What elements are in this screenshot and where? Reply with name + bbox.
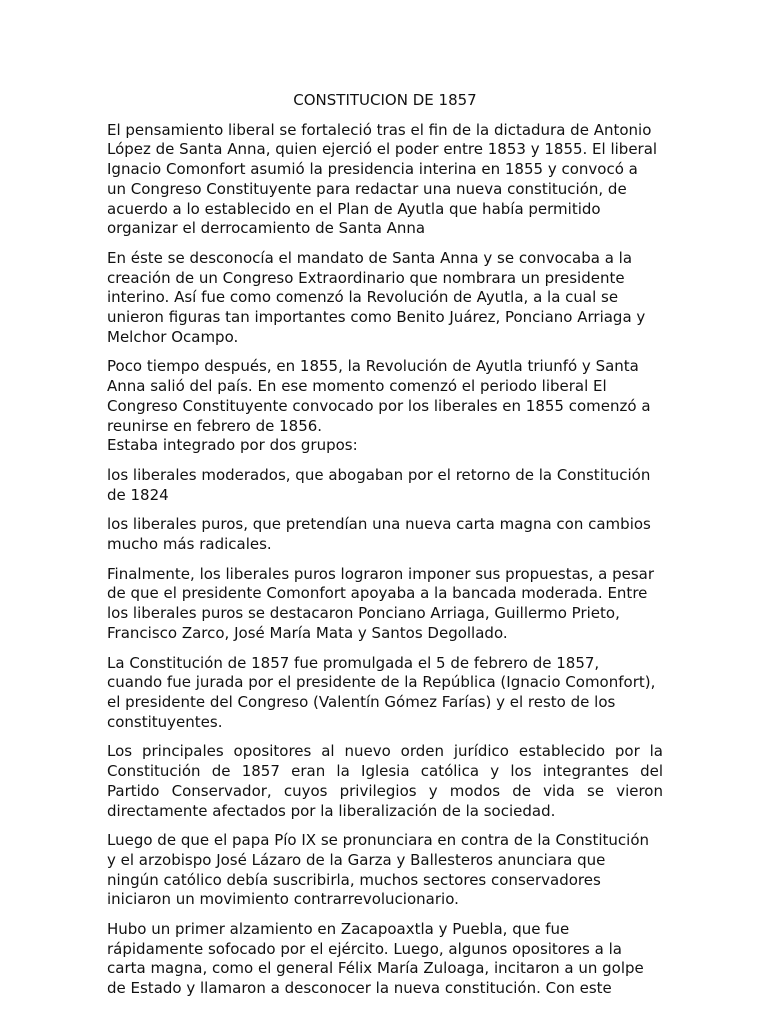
document-body: [107, 121, 663, 999]
text-line: rápidamente sofocado por el ejército. Luego, algunos opositores a la: [107, 939, 622, 958]
document-page: [107, 91, 663, 1009]
paragraph: [107, 565, 663, 644]
paragraph: [107, 742, 663, 821]
text-line: de que el presidente Comonfort apoyaba a la bancada moderada. Entre: [107, 584, 648, 603]
text-line: Finalmente, los liberales puros lograron imponer sus propuestas, a pesar: [107, 564, 655, 583]
text-line: iniciaron un movimiento contrarrevolucionario.: [107, 890, 459, 909]
text-line: Anna salió del país. En ese momento comenzó el periodo liberal El: [107, 377, 607, 396]
paragraph: [107, 920, 663, 999]
text-line: el presidente del Congreso (Valentín Gómez Farías) y el resto de los: [107, 692, 616, 711]
text-line: El pensamiento liberal se fortaleció tras el fin de la dictadura de Antonio: [107, 120, 652, 139]
paragraph: [107, 466, 663, 505]
text-line: Melchor Ocampo.: [107, 327, 239, 346]
text-line: Los principales opositores al nuevo orden jurídico establecido por la: [107, 742, 663, 761]
text-line: acuerdo a lo establecido en el Plan de Ayutla que había permitido: [107, 199, 601, 218]
text-line: los liberales puros, que pretendían una nueva carta magna con cambios: [107, 515, 651, 534]
text-line: un Congreso Constituyente para redactar una nueva constitución, de: [107, 179, 627, 198]
paragraph: [107, 121, 663, 239]
text-line: Francisco Zarco, José María Mata y Santos Degollado.: [107, 623, 508, 642]
text-line: Poco tiempo después, en 1855, la Revolución de Ayutla triunfó y Santa: [107, 357, 639, 376]
paragraph: [107, 654, 663, 733]
text-line: de 1824: [107, 485, 169, 504]
text-line: unieron figuras tan importantes como Benito Juárez, Ponciano Arriaga y: [107, 308, 646, 327]
paragraph: [107, 831, 663, 910]
text-line: Ignacio Comonfort asumió la presidencia interina en 1855 y convocó a: [107, 160, 638, 179]
text-line: Estaba integrado por dos grupos:: [107, 436, 358, 455]
text-line: En éste se desconocía el mandato de Santa Anna y se convocaba a la: [107, 248, 633, 267]
text-line: Congreso Constituyente convocado por los liberales en 1855 comenzó a: [107, 396, 651, 415]
text-line: Hubo un primer alzamiento en Zacapoaxtla y Puebla, que fue: [107, 920, 570, 939]
text-line: ningún católico debía suscribirla, muchos sectores conservadores: [107, 870, 601, 889]
text-line: Partido Conservador, cuyos privilegios y modos de vida se vieron: [107, 781, 663, 800]
text-line: cuando fue jurada por el presidente de la República (Ignacio Comonfort),: [107, 673, 656, 692]
text-line: López de Santa Anna, quien ejerció el poder entre 1853 y 1855. El liberal: [107, 140, 658, 159]
text-line: Luego de que el papa Pío IX se pronunciara en contra de la Constitución: [107, 831, 650, 850]
text-line: mucho más radicales.: [107, 535, 272, 554]
text-line: Constitución de 1857 eran la Iglesia católica y los integrantes del: [107, 762, 663, 781]
text-line: organizar el derrocamiento de Santa Anna: [107, 219, 426, 238]
text-line: carta magna, como el general Félix María Zuloaga, incitaron a un golpe: [107, 959, 644, 978]
text-line: constituyentes.: [107, 712, 223, 731]
text-line: interino. Así fue como comenzó la Revolución de Ayutla, a la cual se: [107, 288, 619, 307]
text-line: de Estado y llamaron a desconocer la nueva constitución. Con este: [107, 979, 612, 998]
text-line: reunirse en febrero de 1856.: [107, 416, 323, 435]
text-line: creación de un Congreso Extraordinario que nombrara un presidente: [107, 268, 625, 287]
paragraph: [107, 357, 663, 456]
text-line: La Constitución de 1857 fue promulgada el 5 de febrero de 1857,: [107, 653, 600, 672]
text-line: los liberales moderados, que abogaban por el retorno de la Constitución: [107, 465, 651, 484]
document-title: CONSTITUCION DE 1857: [293, 91, 477, 109]
paragraph: [107, 249, 663, 348]
paragraph: [107, 515, 663, 554]
text-line: los liberales puros se destacaron Ponciano Arriaga, Guillermo Prieto,: [107, 604, 620, 623]
text-line: directamente afectados por la liberalización de la sociedad.: [107, 801, 556, 820]
text-line: y el arzobispo José Lázaro de la Garza y Ballesteros anunciara que: [107, 850, 606, 869]
